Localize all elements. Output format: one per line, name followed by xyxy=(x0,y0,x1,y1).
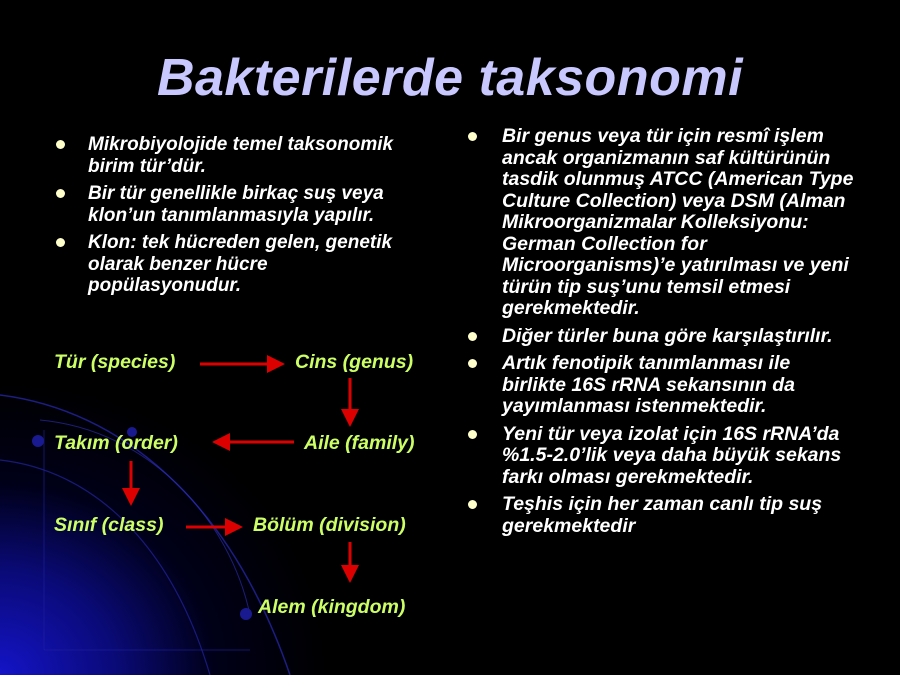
list-item: Artık fenotipik tanımlanması ile birlikte 16S rRNA sekansının da yayımlanması istenmektedir. xyxy=(466,353,856,418)
list-item: Yeni tür veya izolat için 16S rRNA’da %1.5-2.0’lik veya daha büyük sekans farkı olması gerekmektedir. xyxy=(466,424,856,489)
taxonomy-family: Aile (family) xyxy=(304,432,415,454)
taxonomy-class: Sınıf (class) xyxy=(54,514,164,536)
list-item: Bir tür genellikle birkaç suş veya klon’un tanımlanmasıyla yapılır. xyxy=(52,183,422,226)
list-item: Diğer türler buna göre karşılaştırılır. xyxy=(466,326,856,348)
list-item: Klon: tek hücreden gelen, genetik olarak benzer hücre popülasyonudur. xyxy=(52,232,422,297)
taxonomy-division: Bölüm (division) xyxy=(253,514,406,536)
list-item: Teşhis için her zaman canlı tip suş gerekmektedir xyxy=(466,494,856,537)
bullet-icon xyxy=(468,332,477,341)
taxonomy-kingdom: Alem (kingdom) xyxy=(258,596,406,618)
bullet-icon xyxy=(56,238,65,247)
bullet-icon xyxy=(56,189,65,198)
bullet-icon xyxy=(468,430,477,439)
left-column xyxy=(52,134,422,303)
taxonomy-genus: Cins (genus) xyxy=(295,351,414,373)
list-item: Bir genus veya tür için resmî işlem ancak organizmanın saf kültürünün tasdik olunmuş ATCC (American Type Culture Collection) veya DSM (Alman Mikroorganizmalar Kolleksiyonu: German Collection for Microorganisms)’e yatırılması ve yeni türün tip suş’unu temsil etmesi gerekmektedir. xyxy=(466,126,856,320)
taxonomy-species: Tür (species) xyxy=(54,351,176,373)
taxonomy-order: Takım (order) xyxy=(54,432,178,454)
right-column xyxy=(466,126,856,543)
bullet-icon xyxy=(468,132,477,141)
bullet-icon xyxy=(468,500,477,509)
bullet-icon xyxy=(468,359,477,368)
list-item: Mikrobiyolojide temel taksonomik birim tür’dür. xyxy=(52,134,422,177)
bullet-icon xyxy=(56,140,65,149)
slide-title: Bakterilerde taksonomi xyxy=(156,49,744,107)
